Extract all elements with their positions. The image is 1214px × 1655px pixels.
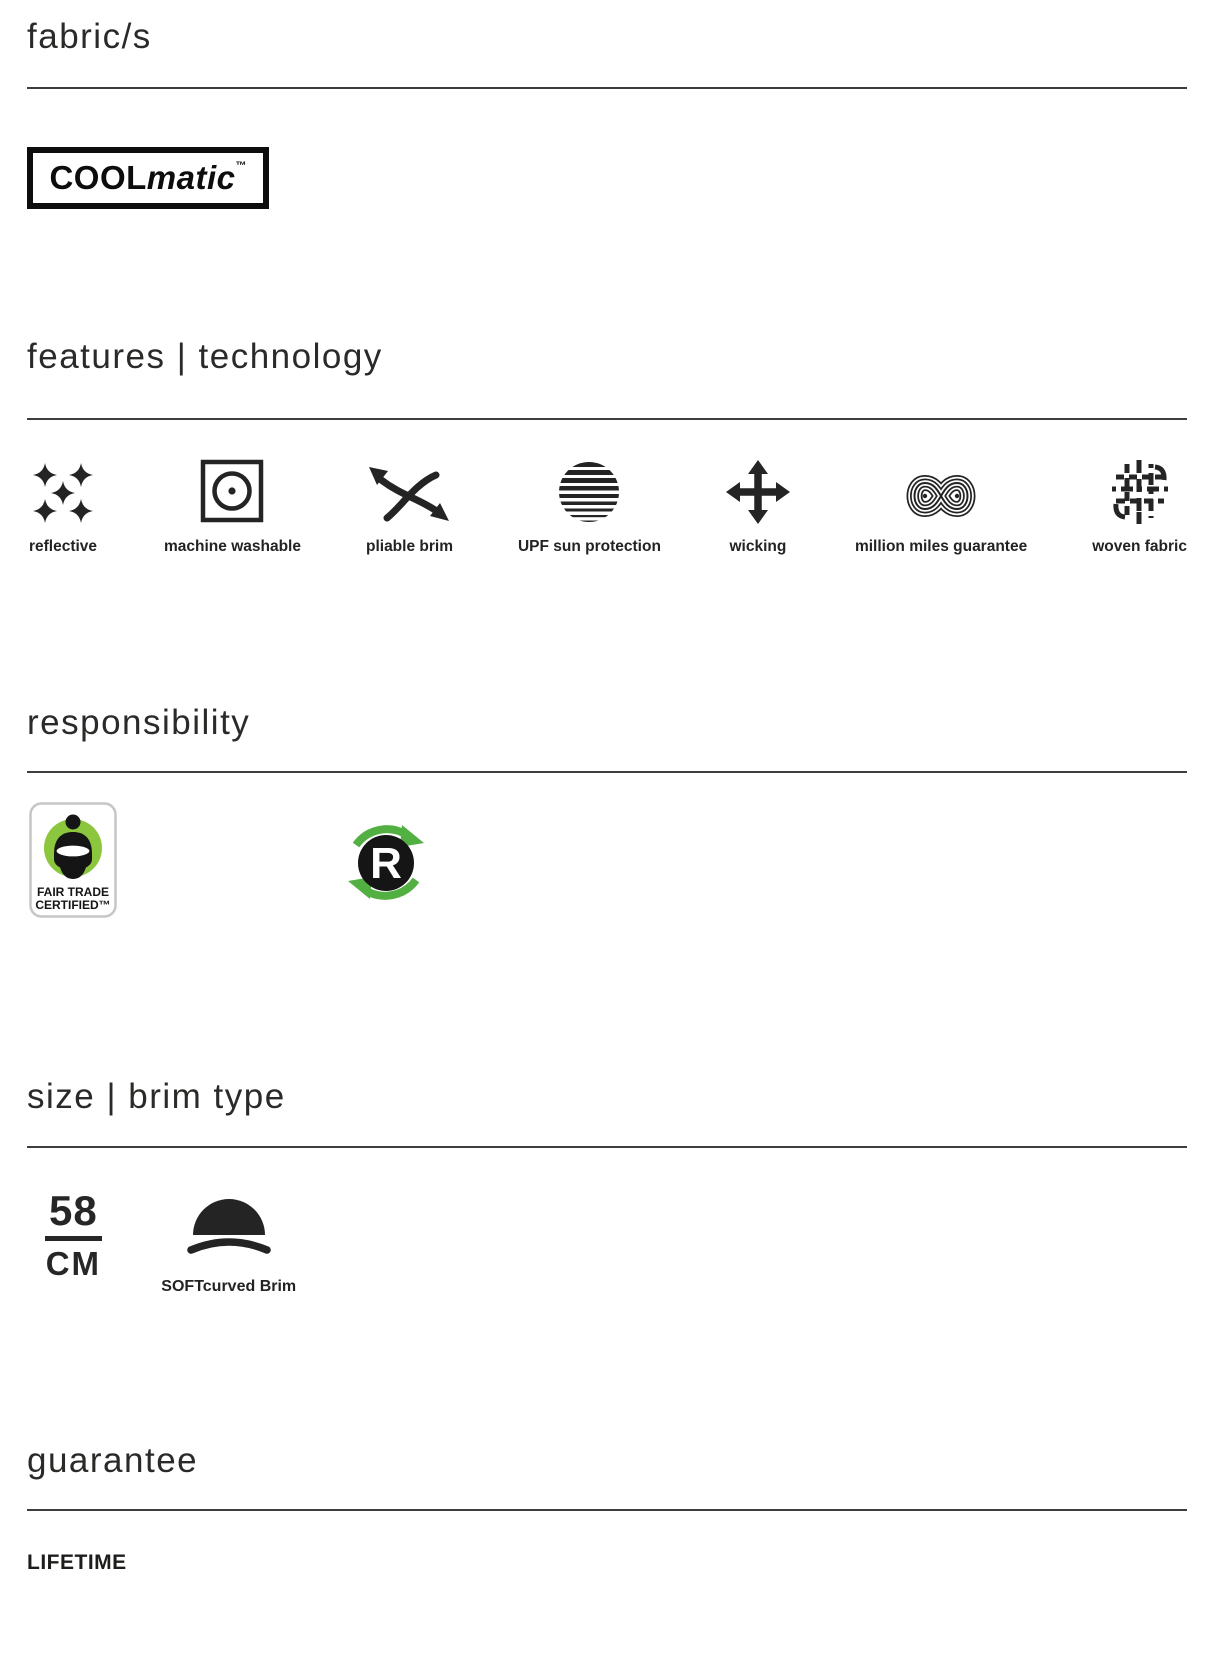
divider — [27, 771, 1187, 773]
divider — [27, 1146, 1187, 1148]
feature-label: reflective — [28, 538, 98, 555]
divider — [27, 1509, 1187, 1511]
fabric-heading: fabric/s — [27, 17, 152, 56]
fair-trade-label-line2: CERTIFIED™ — [35, 897, 111, 912]
features-heading: features | technology — [27, 336, 383, 376]
feature-label: pliable brim — [365, 538, 453, 555]
coolmatic-logo-text-cool: COOL — [49, 158, 147, 196]
brim-type-label: SOFTcurved Brim — [161, 1278, 297, 1295]
size-brim-row — [27, 1187, 1187, 1296]
features-section — [27, 338, 1187, 557]
guarantee-heading: guarantee — [27, 1441, 199, 1480]
brim-type — [161, 1190, 297, 1296]
divider — [27, 418, 1187, 420]
hat-size-icon — [45, 1187, 102, 1283]
feature-label: wicking — [729, 538, 787, 555]
coolmatic-logo — [27, 147, 269, 209]
size-value: 58 — [45, 1190, 102, 1241]
million-miles-guarantee-icon — [899, 446, 983, 524]
fair-trade-certified-icon — [29, 802, 117, 918]
feature-pliable-brim — [366, 446, 453, 556]
machine-washable-icon — [199, 446, 265, 524]
feature-woven-fabric — [1092, 446, 1187, 556]
feature-machine-washable — [164, 446, 301, 556]
features-icon-row — [27, 446, 1187, 556]
coolmatic-logo-text-matic: matic — [146, 158, 236, 196]
feature-upf-sun-protection — [518, 446, 661, 556]
guarantee-value: LIFETIME — [27, 1550, 127, 1574]
feature-wicking — [726, 446, 790, 556]
divider — [27, 87, 1187, 89]
recycled-letter: R — [370, 838, 402, 888]
responsibility-heading: responsibility — [27, 703, 251, 742]
feature-reflective — [27, 446, 99, 556]
feature-label: machine washable — [164, 538, 301, 555]
trademark-symbol: ™ — [235, 159, 247, 172]
fabric-section — [27, 18, 1187, 209]
soft-curved-brim-icon — [186, 1190, 272, 1256]
guarantee-section — [27, 1442, 1187, 1575]
size-unit: CM — [45, 1245, 102, 1282]
feature-label: woven fabric — [1092, 538, 1187, 555]
fair-trade-label-line1: FAIR TRADE — [37, 884, 109, 899]
responsibility-section — [27, 704, 1187, 918]
woven-fabric-icon — [1110, 446, 1170, 524]
wicking-icon — [726, 446, 790, 524]
upf-sun-protection-icon — [557, 446, 621, 524]
reflective-icon — [27, 446, 99, 524]
recycled-icon — [337, 810, 435, 914]
size-brim-section — [27, 1078, 1187, 1297]
feature-million-miles-guarantee — [855, 446, 1027, 556]
feature-label: million miles guarantee — [854, 538, 1028, 555]
responsibility-badges-row — [27, 802, 1187, 918]
pliable-brim-icon — [366, 446, 452, 524]
feature-label: UPF sun protection — [517, 538, 661, 555]
size-brim-heading: size | brim type — [27, 1076, 286, 1116]
